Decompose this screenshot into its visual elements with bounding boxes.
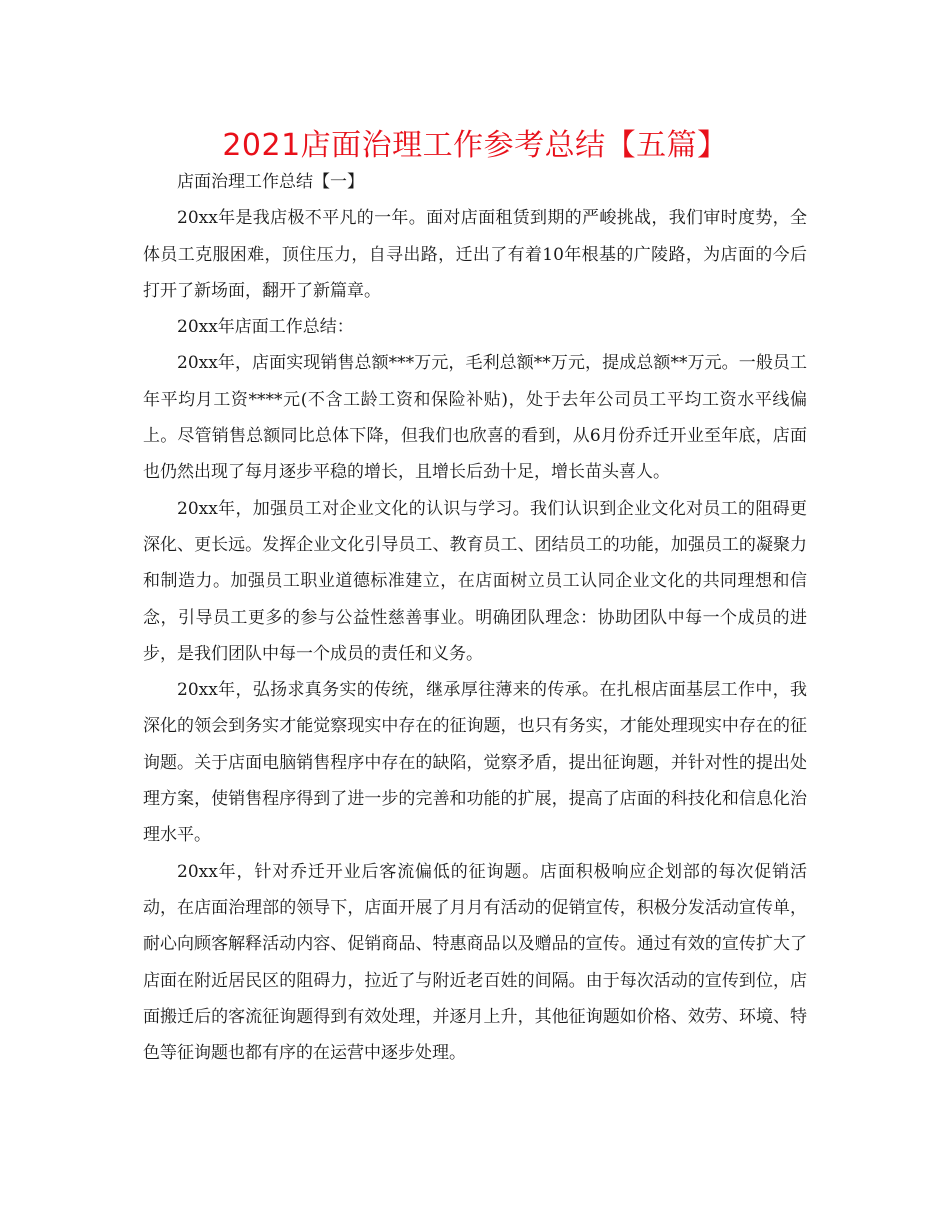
document-body [143,164,807,1071]
paragraph: 20xx年是我店极不平凡的一年。面对店面租赁到期的严峻挑战，我们审时度势，全体员工克服困难，顶住压力，自寻出路，迁出了有着10年根基的广陵路，为店面的今后打开了新场面，翻开了新篇章。 [143,208,807,301]
paragraph: 20xx年，店面实现销售总额***万元，毛利总额**万元，提成总额**万元。一般员工年平均月工资****元(不含工龄工资和保险补贴)，处于去年公司员工平均工资水平线偏上。尽管销售总额同比总体下降，但我们也欣喜的看到，从6月份乔迁开业至年底，店面也仍然出现了每月逐步平稳的增长，且增长后劲十足，增长苗头喜人。 [143,353,807,483]
document-title: 2021店面治理工作参考总结【五篇】 [222,128,728,163]
paragraph: 20xx年，弘扬求真务实的传统，继承厚往薄来的传承。在扎根店面基层工作中，我深化的领会到务实才能觉察现实中存在的征询题，也只有务实，才能处理现实中存在的征询题。关于店面电脑销售程序中存在的缺陷，觉察矛盾，提出征询题，并针对性的提出处理方案，使销售程序得到了进一步的完善和功能的扩展，提高了店面的科技化和信息化治理水平。 [143,680,807,846]
subheading: 20xx年店面工作总结： [177,317,354,338]
paragraph: 20xx年，加强员工对企业文化的认识与学习。我们认识到企业文化对员工的阻碍更深化、更长远。发挥企业文化引导员工、教育员工、团结员工的功能，加强员工的凝聚力和制造力。加强员工职业道德标准建立，在店面树立员工认同企业文化的共同理想和信念，引导员工更多的参与公益性慈善事业。明确团队理念：协助团队中每一个成员的进步，是我们团队中每一个成员的责任和义务。 [143,498,807,664]
section-heading: 店面治理工作总结【一】 [177,172,364,192]
paragraph: 20xx年，针对乔迁开业后客流偏低的征询题。店面积极响应企划部的每次促销活动，在店面治理部的领导下，店面开展了月月有活动的促销宣传，积极分发活动宣传单，耐心向顾客解释活动内容、促销商品、特惠商品以及赠品的宣传。通过有效的宣传扩大了店面在附近居民区的阻碍力，拉近了与附近老百姓的间隔。由于每次活动的宣传到位，店面搬迁后的客流征询题得到有效处理，并逐月上升，其他征询题如价格、效劳、环境、特色等征询题也都有序的在运营中逐步处理。 [143,861,807,1064]
